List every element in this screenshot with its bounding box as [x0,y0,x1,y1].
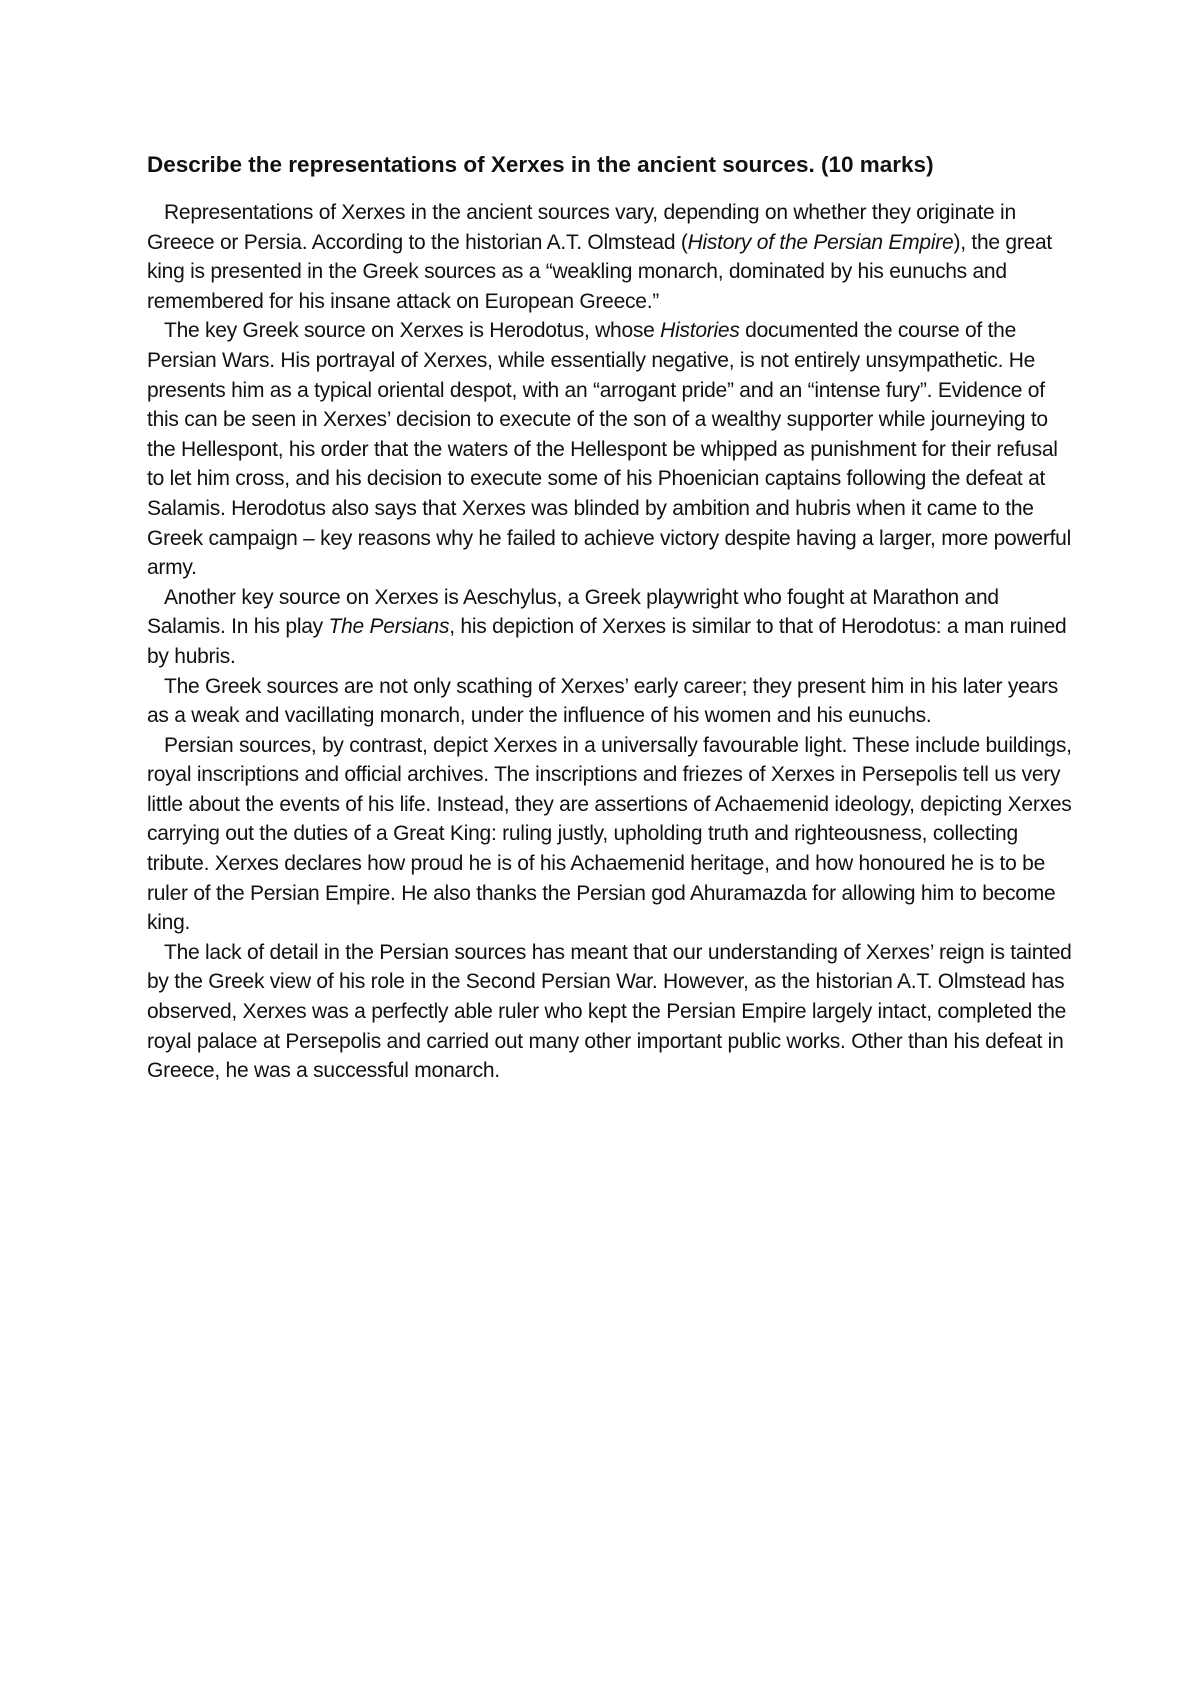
paragraph-text: ), the great king is presented in the Greek sources as a “weakling monarch, dominated by his eunuchs and remembered for his insane attack on European Greece.” [147,230,1053,313]
paragraph-text: Representations of Xerxes in the ancient sources vary, depending on whether they originate in Greece or Persia. According to the historian A.T. Olmstead ( [147,201,1016,254]
play-title-italic: The Persians [328,615,450,639]
paragraph-text: The key Greek source on Xerxes is Herodotus, whose [164,319,661,343]
paragraph-text: documented the course of the Persian Wars. His portrayal of Xerxes, while essentially negative, is not entirely unsympathetic. He presents him as a typical oriental despot, with an “arrogant pride” and an “intense fury”. Evidence of this can be seen in Xerxes’ decision to execute of the son of a wealthy supporter while journeying to the Hellespont, his order that the waters of the Hellespont be whipped as punishment for their refusal to let him cross, and his decision to execute some of his Phoenician captains following the defeat at Salamis. Herodotus also says that Xerxes was blinded by ambition and hubris when it came to the Greek campaign – key reasons why he failed to achieve victory despite having a larger, more powerful army. [147,319,1071,580]
paragraph-text: Another key source on Xerxes is Aeschylus, a Greek playwright who fought at Marathon and Salamis. In his play [147,585,999,639]
paragraph-persian-sources: Persian sources, by contrast, depict Xerxes in a universally favourable light. These include buildings, royal inscriptions and official archives. The inscriptions and friezes of Xerxes in Persepolis tell us very little about the events of his life. Instead, they are assertions of Achaemenid ideology, depicting Xerxes carrying out the duties of a Great King: ruling justly, upholding truth and righteousness, collecting tribute. Xerxes declares how proud he is of his Achaemenid heritage, and how honoured he is to be ruler of the Persian Empire. He also thanks the Persian god Ahuramazda for allowing him to become king. [147,733,1072,935]
paragraph-introduction [147,198,1077,316]
book-title-italic: Histories [660,319,740,343]
book-title-italic: History of the Persian Empire [687,230,954,254]
paragraph-text: , his depiction of Xerxes is similar to that of Herodotus: a man ruined by hubris. [147,615,1067,668]
essay-question-title: Describe the representations of Xerxes in the ancient sources. (10 marks) [147,152,934,177]
paragraph-later-years: The Greek sources are not only scathing of Xerxes’ early career; they present him in his later years as a weak and vacillating monarch, under the influence of his women and his eunuchs. [147,674,1058,728]
paragraph-conclusion: The lack of detail in the Persian sources has meant that our understanding of Xerxes’ reign is tainted by the Greek view of his role in the Second Persian War. However, as the historian A.T. Olmstead has observed, Xerxes was a perfectly able ruler who kept the Persian Empire largely intact, completed the royal palace at Persepolis and carried out many other important public works. Other than his defeat in Greece, he was a successful monarch. [147,940,1072,1083]
document-body [147,150,1077,1086]
paragraph-aeschylus [147,583,1077,672]
paragraph-herodotus [147,316,1077,582]
